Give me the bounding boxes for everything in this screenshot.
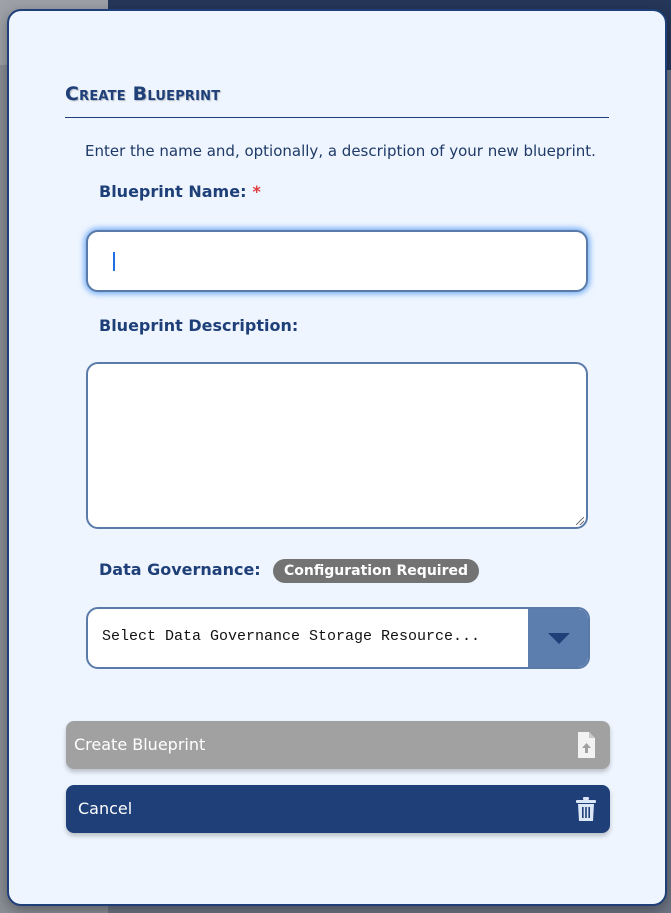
cancel-button[interactable] [66,785,610,833]
trash-icon [574,795,598,823]
select-dropdown-button[interactable] [528,609,588,667]
chevron-down-icon [548,633,570,644]
required-marker: * [252,182,261,201]
blueprint-name-input[interactable] [86,230,588,292]
dialog-intro-text: Enter the name and, optionally, a description of your new blueprint. [85,142,596,160]
data-governance-label: Data Governance: [99,560,261,579]
file-upload-icon [574,731,598,759]
create-blueprint-dialog [7,9,667,906]
select-placeholder: Select Data Governance Storage Resource... [102,628,481,645]
dialog-title: Create Blueprint [65,83,221,105]
blueprint-name-label-text: Blueprint Name: [99,182,247,201]
create-blueprint-button[interactable] [66,721,610,769]
resize-handle[interactable] [576,517,584,525]
configuration-required-badge: Configuration Required [273,559,479,583]
cancel-label: Cancel [78,799,133,818]
blueprint-description-label: Blueprint Description: [99,316,299,335]
blueprint-name-label [99,182,261,201]
title-divider [65,117,609,118]
blueprint-description-textarea[interactable] [86,362,588,529]
text-caret [113,252,115,271]
create-blueprint-label: Create Blueprint [74,735,206,754]
data-governance-select[interactable] [86,607,590,669]
